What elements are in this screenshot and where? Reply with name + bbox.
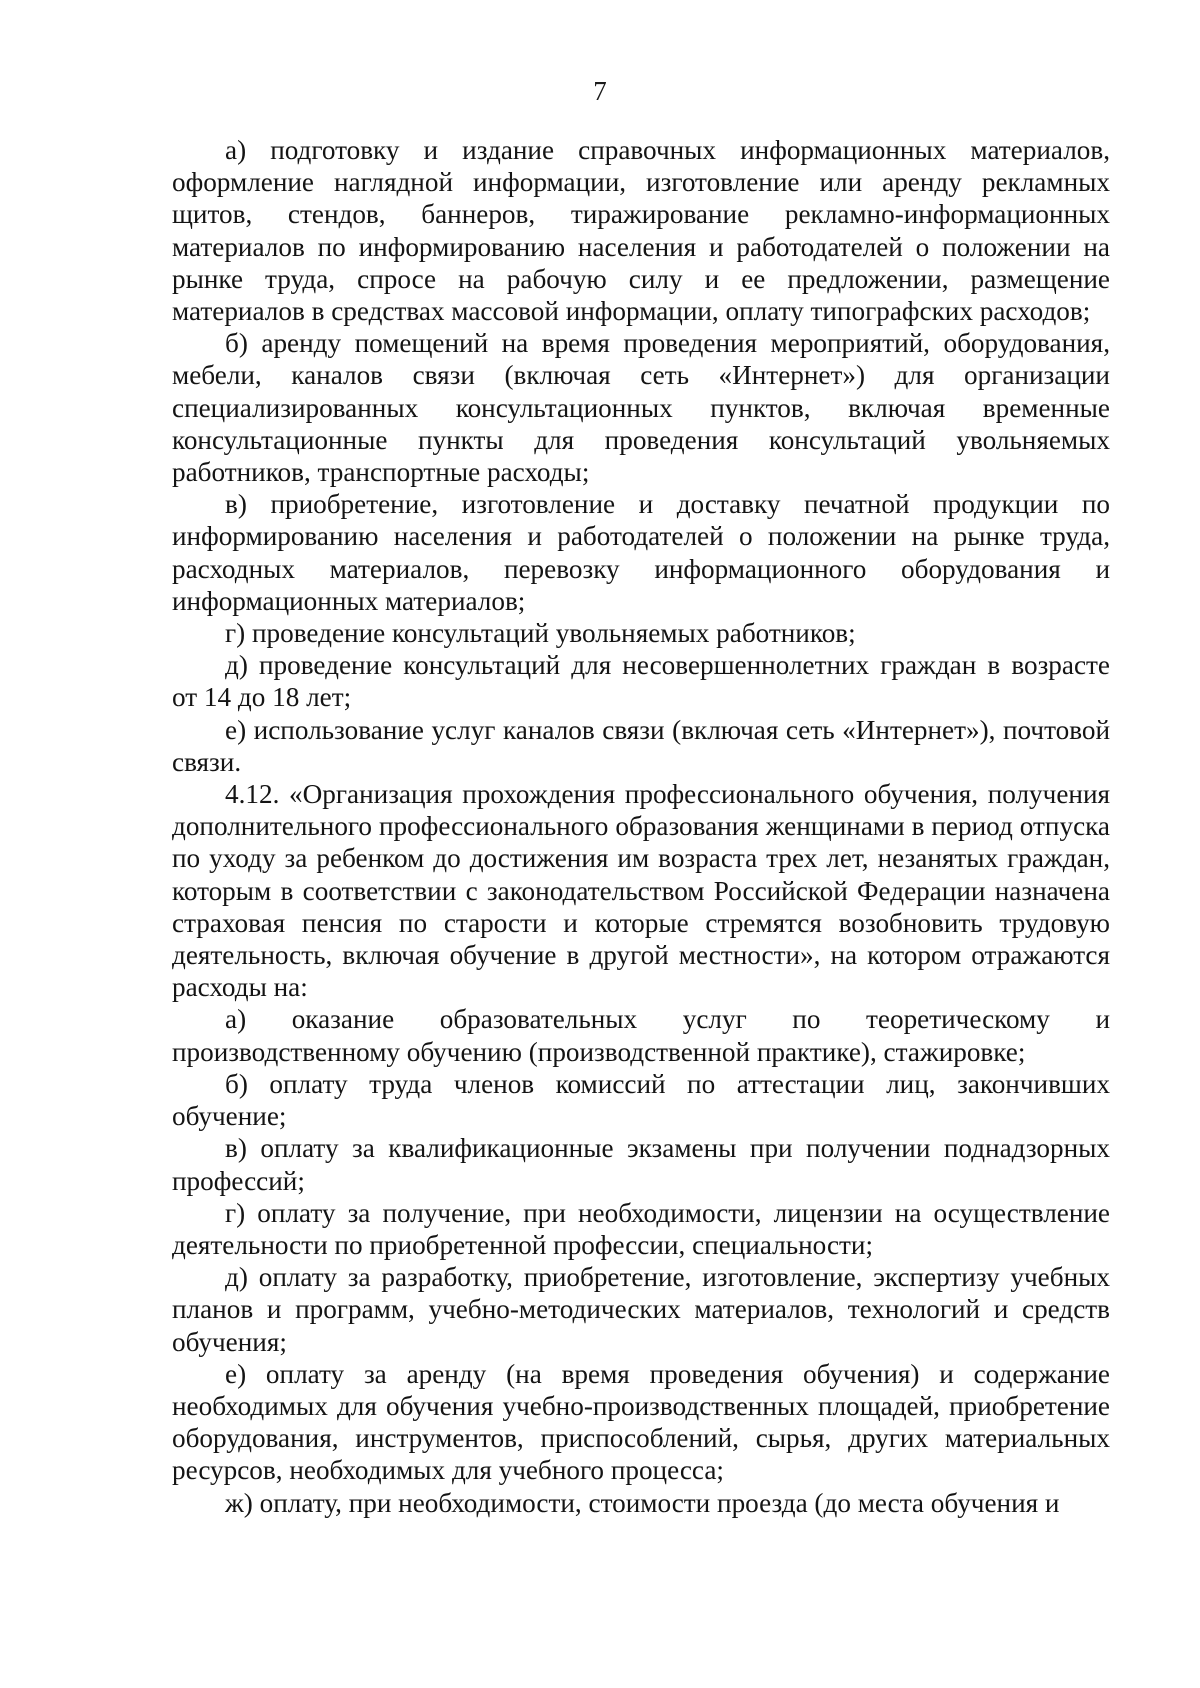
paragraph: г) оплату за получение, при необходимости, лицензии на осуществление деятельности по приобретенной профессии, специальности; — [172, 1197, 1110, 1260]
paragraph: б) оплату труда членов комиссий по аттестации лиц, закончивших обучение; — [172, 1068, 1110, 1132]
paragraph: в) оплату за квалификационные экзамены при получении поднадзорных профессий; — [172, 1133, 1110, 1196]
page-body — [172, 134, 1110, 1519]
section-paragraph-4-12: 4.12. «Организация прохождения профессионального обучения, получения дополнительного профессионального образования женщинами в период отпуска по уходу за ребенком до достижения им возраста трех лет, незанятых граждан, которым в соответствии с законодательством Российской Федерации назначена страховая пенсия по старости и которые стремятся возобновить трудовую деятельность, включая обучение в другой местности», на котором отражаются расходы на: — [172, 779, 1110, 1003]
paragraph: е) оплату за аренду (на время проведения обучения) и содержание необходимых для обучения учебно-производственных площадей, приобретение оборудования, инструментов, приспособлений, сырья, других материальных ресурсов, необходимых для учебного процесса; — [172, 1358, 1110, 1486]
page-number: 7 — [593, 76, 607, 106]
paragraph: в) приобретение, изготовление и доставку печатной продукции по информированию населения и работодателей о положении на рынке труда, расходных материалов, перевозку информационного оборудования и информационных материалов; — [172, 489, 1110, 616]
paragraph: д) проведение консультаций для несовершеннолетних граждан в возрасте от 14 до 18 лет; — [172, 650, 1110, 713]
paragraph: а) подготовку и издание справочных информационных материалов, оформление наглядной информации, изготовление или аренду рекламных щитов, стендов, баннеров, тиражирование рекламно-информационных материалов по информированию населения и работодателей о положении на рынке труда, спросе на рабочую силу и ее предложении, размещение материалов в средствах массовой информации, оплату типографских расходов; — [172, 135, 1110, 327]
paragraph: д) оплату за разработку, приобретение, изготовление, экспертизу учебных планов и программ, учебно-методических материалов, технологий и средств обучения; — [172, 1262, 1110, 1357]
paragraph: ж) оплату, при необходимости, стоимости проезда (до места обучения и — [225, 1487, 1060, 1518]
paragraph: а) оказание образовательных услуг по теоретическому и производственному обучению (производственной практике), стажировке; — [172, 1004, 1110, 1067]
paragraph: б) аренду помещений на время проведения мероприятий, оборудования, мебели, каналов связи (включая сеть «Интернет») для организации специализированных консультационных пунктов, включая временные консультационные пункты для проведения консультаций увольняемых работников, транспортные расходы; — [172, 328, 1110, 488]
paragraph: е) использование услуг каналов связи (включая сеть «Интернет»), почтовой связи. — [172, 714, 1110, 777]
paragraph: г) проведение консультаций увольняемых работников; — [225, 618, 856, 649]
